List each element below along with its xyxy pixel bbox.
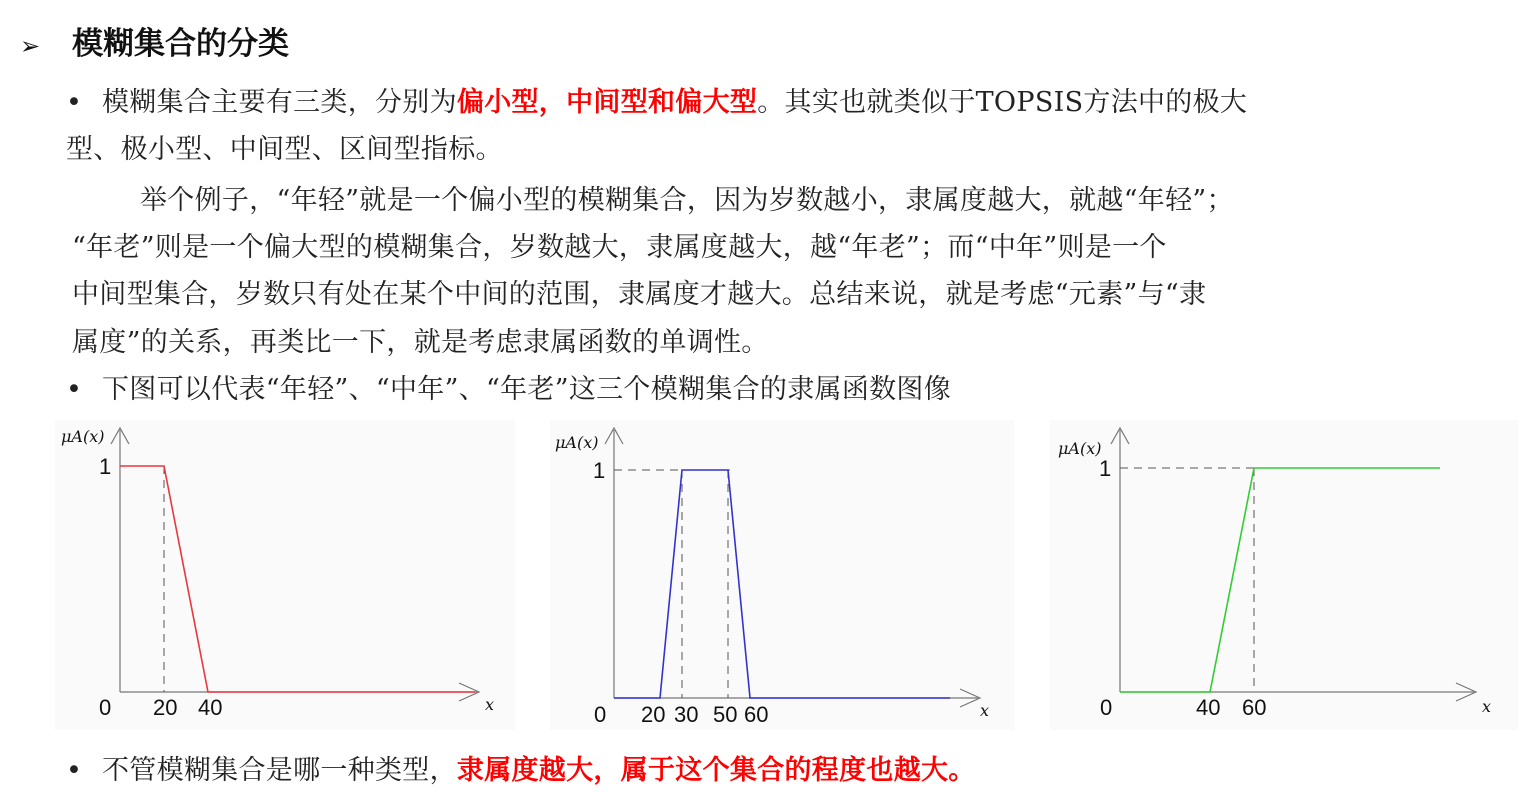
xtick-40: 40	[198, 695, 223, 720]
bullet-icon: •	[66, 755, 83, 786]
ytick-1: 1	[99, 454, 112, 479]
xtick-60: 60	[744, 702, 769, 727]
xtick-20: 20	[641, 702, 666, 727]
xtick-60: 60	[1242, 695, 1267, 720]
xtick-20: 20	[153, 695, 178, 720]
para1-line2: 型、极小型、中间型、区间型指标。	[66, 134, 503, 165]
para1-line1	[66, 80, 1247, 119]
bullet-icon: •	[66, 87, 83, 118]
para2-line2: “年老”则是一个偏大型的模糊集合，岁数越大，隶属度越大，越“年老”；而“中年”则是一个	[72, 232, 1167, 263]
y-axis-label: μA(x)	[1058, 439, 1102, 458]
x-axis-label: x	[485, 695, 495, 714]
ytick-1: 1	[593, 458, 606, 483]
chart-old-svg	[1050, 420, 1518, 730]
chart-middle-aged-svg	[550, 420, 1015, 730]
x-axis-label: x	[980, 701, 990, 720]
para4-text-pre: 不管模糊集合是哪一种类型，	[102, 755, 457, 786]
chart-young	[55, 420, 515, 734]
y-axis-label: μA(x)	[555, 433, 599, 452]
chart-old	[1050, 420, 1518, 734]
arrow-bullet-icon: ➢	[20, 32, 41, 60]
ytick-1: 1	[1099, 456, 1112, 481]
bullet-icon: •	[66, 374, 83, 405]
xtick-40: 40	[1196, 695, 1221, 720]
xtick-0: 0	[594, 702, 607, 727]
para4-highlight: 隶属度越大，属于这个集合的程度也越大。	[456, 755, 976, 786]
para1-highlight: 偏小型，中间型和偏大型	[456, 87, 758, 118]
heading-title: 模糊集合的分类	[72, 26, 289, 62]
x-axis-label: x	[1482, 697, 1492, 716]
para1-text-post: 。其实也就类似于TOPSIS方法中的极大	[757, 87, 1248, 118]
chart-middle-aged	[550, 420, 1015, 734]
xtick-0: 0	[1100, 695, 1113, 720]
para3-line	[66, 367, 951, 406]
para3-text: 下图可以代表“年轻”、“中年”、“年老”这三个模糊集合的隶属函数图像	[102, 374, 952, 405]
chart-young-svg	[55, 420, 515, 730]
para1-text-pre: 模糊集合主要有三类，分别为	[102, 87, 457, 118]
section-heading	[20, 18, 289, 63]
para2-line3: 中间型集合，岁数只有处在某个中间的范围，隶属度才越大。总结来说，就是考虑“元素”与“隶	[72, 279, 1207, 310]
xtick-30: 30	[674, 702, 699, 727]
para4-line	[66, 748, 976, 787]
para2-line1: 举个例子，“年轻”就是一个偏小型的模糊集合，因为岁数越小，隶属度越大，就越“年轻”；	[140, 185, 1234, 216]
para2-line4: 属度”的关系，再类比一下，就是考虑隶属函数的单调性。	[72, 327, 769, 358]
xtick-0: 0	[99, 695, 112, 720]
xtick-50: 50	[713, 702, 738, 727]
y-axis-label: μA(x)	[61, 427, 105, 446]
